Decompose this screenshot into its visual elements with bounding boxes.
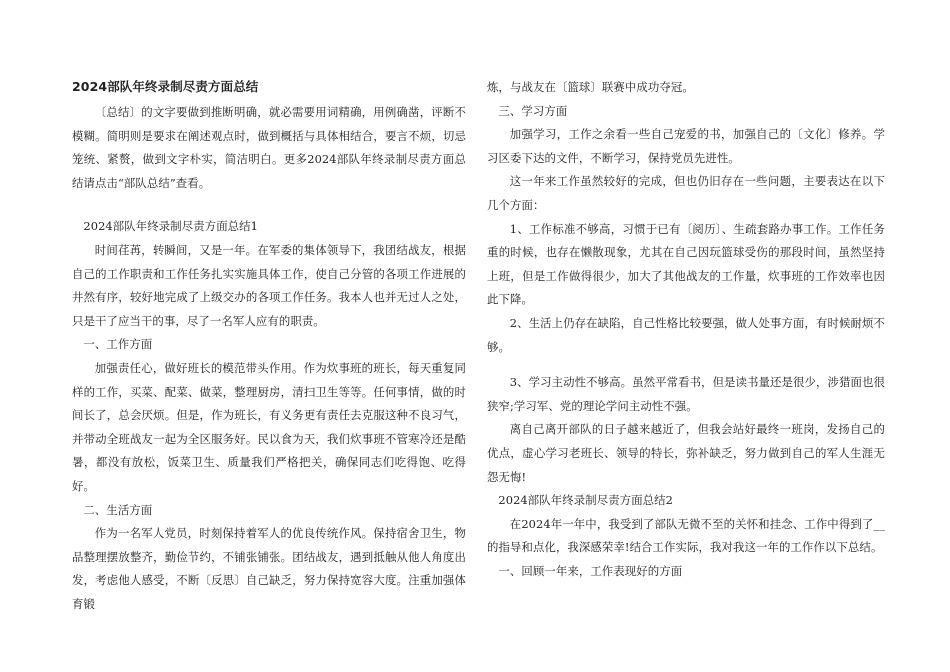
section-title-1: 2024部队年终录制尽责方面总结1	[83, 219, 259, 234]
document-title: 2024部队年终录制尽责方面总结	[72, 79, 259, 94]
heading-study: 三、学习方面	[498, 103, 568, 118]
intro-paragraph: 〔总结〕的文字要做到推断明确，就必需要用词精确，用例确凿，评断不模糊。简明则是要求在阐述观点时，做到概括与具体相结合，要言不烦，切忌笼统、紧赘，做到文字朴实，简洁明白。更多2024部队年终录制尽责方面总结请点击“部队总结”查看。	[72, 105, 466, 190]
body-paragraph: 作为一名军人党员，时刻保持着军人的优良传统作风。保持宿舍卫生，物品整理摆放整齐，勤俭节约，不铺张铺张。团结战友，遇到抵触从他人角度出发，考虑他人感受，不断〔反思〕自己缺乏，努力保持宽容大度。注重加强体育锻	[72, 526, 466, 611]
spacer	[72, 195, 466, 215]
body-paragraph: 1、工作标准不够高，习惯于已有〔阅历〕、生疏套路办事工作。工作任务重的时候，也存在懒散现象，尤其在自己因玩篮球受伤的那段时间，虽然坚持上班，但是工作做得很少，加大了其他战友的工作量，炊事班的工作效率也因此下降。	[487, 221, 885, 307]
body-paragraph: 3、学习主动性不够高。虽然平常看书，但是读书量还是很少，涉猎面也很狭窄;学习军、党的理论学问主动性不强。	[487, 375, 885, 413]
right-column	[487, 76, 885, 583]
body-paragraph: 2、生活上仍存在缺陷，自己性格比较要强，做人处事方面，有时候耐烦不够。	[487, 315, 885, 354]
heading-life: 二、生活方面	[83, 502, 153, 517]
body-paragraph: 加强学习，工作之余看一些自己宠爱的书，加强自己的〔文化〕修养。学习区委下达的文件，不断学习，保持党员先进性。	[487, 127, 885, 165]
section-title-2: 2024部队年终录制尽责方面总结2	[498, 493, 674, 508]
body-paragraph: 加强责任心，做好班长的模范带头作用。作为炊事班的班长，每天重复同样的工作，买菜、配菜、做菜，整理厨房，清扫卫生等等。任何事情，做的时间长了，总会厌烦。但是，作为班长，有义务更有责任去克服这种不良习气，并带动全班战友一起为全区服务好。民以食为天，我们炊事班不管寒冷还是酷暑，都没有放松，饭菜卫生、质量我们严格把关，确保同志们吃得饱、吃得好。	[72, 360, 466, 493]
body-paragraph: 这一年来工作虽然较好的完成，但也仍旧存在一些问题，主要表达在以下几个方面：	[487, 174, 885, 212]
heading-work: 一、工作方面	[83, 337, 153, 352]
left-column	[72, 76, 466, 616]
body-paragraph: 时间荏苒，转瞬间，又是一年。在军委的集体领导下，我团结战友，根据自己的工作职责和工作任务扎实实施具体工作，使自己分管的各项工作进展的井然有序，较好地完成了上级交办的各项工作任务。我本人也并无过人之处，只是干了应当干的事，尽了一名军人应有的职责。	[72, 242, 466, 328]
spacer	[487, 359, 885, 371]
body-paragraph: 在2024年一年中，我受到了部队无微不至的关怀和挂念、工作中得到了__的指导和点化，我深感荣幸!结合工作实际，我对我这一年的工作作以下总结。	[487, 516, 885, 555]
heading-review: 一、回顾一年来，工作表现好的方面	[498, 563, 683, 578]
body-paragraph-continued: 炼，与战友在〔篮球〕联赛中成功夺冠。	[487, 80, 694, 94]
body-paragraph: 离自己离开部队的日子越来越近了，但我会站好最终一班岗，发扬自己的优点，虚心学习老班长、领导的特长，弥补缺乏，努力做到自己的军人生涯无怨无悔!	[487, 422, 885, 484]
